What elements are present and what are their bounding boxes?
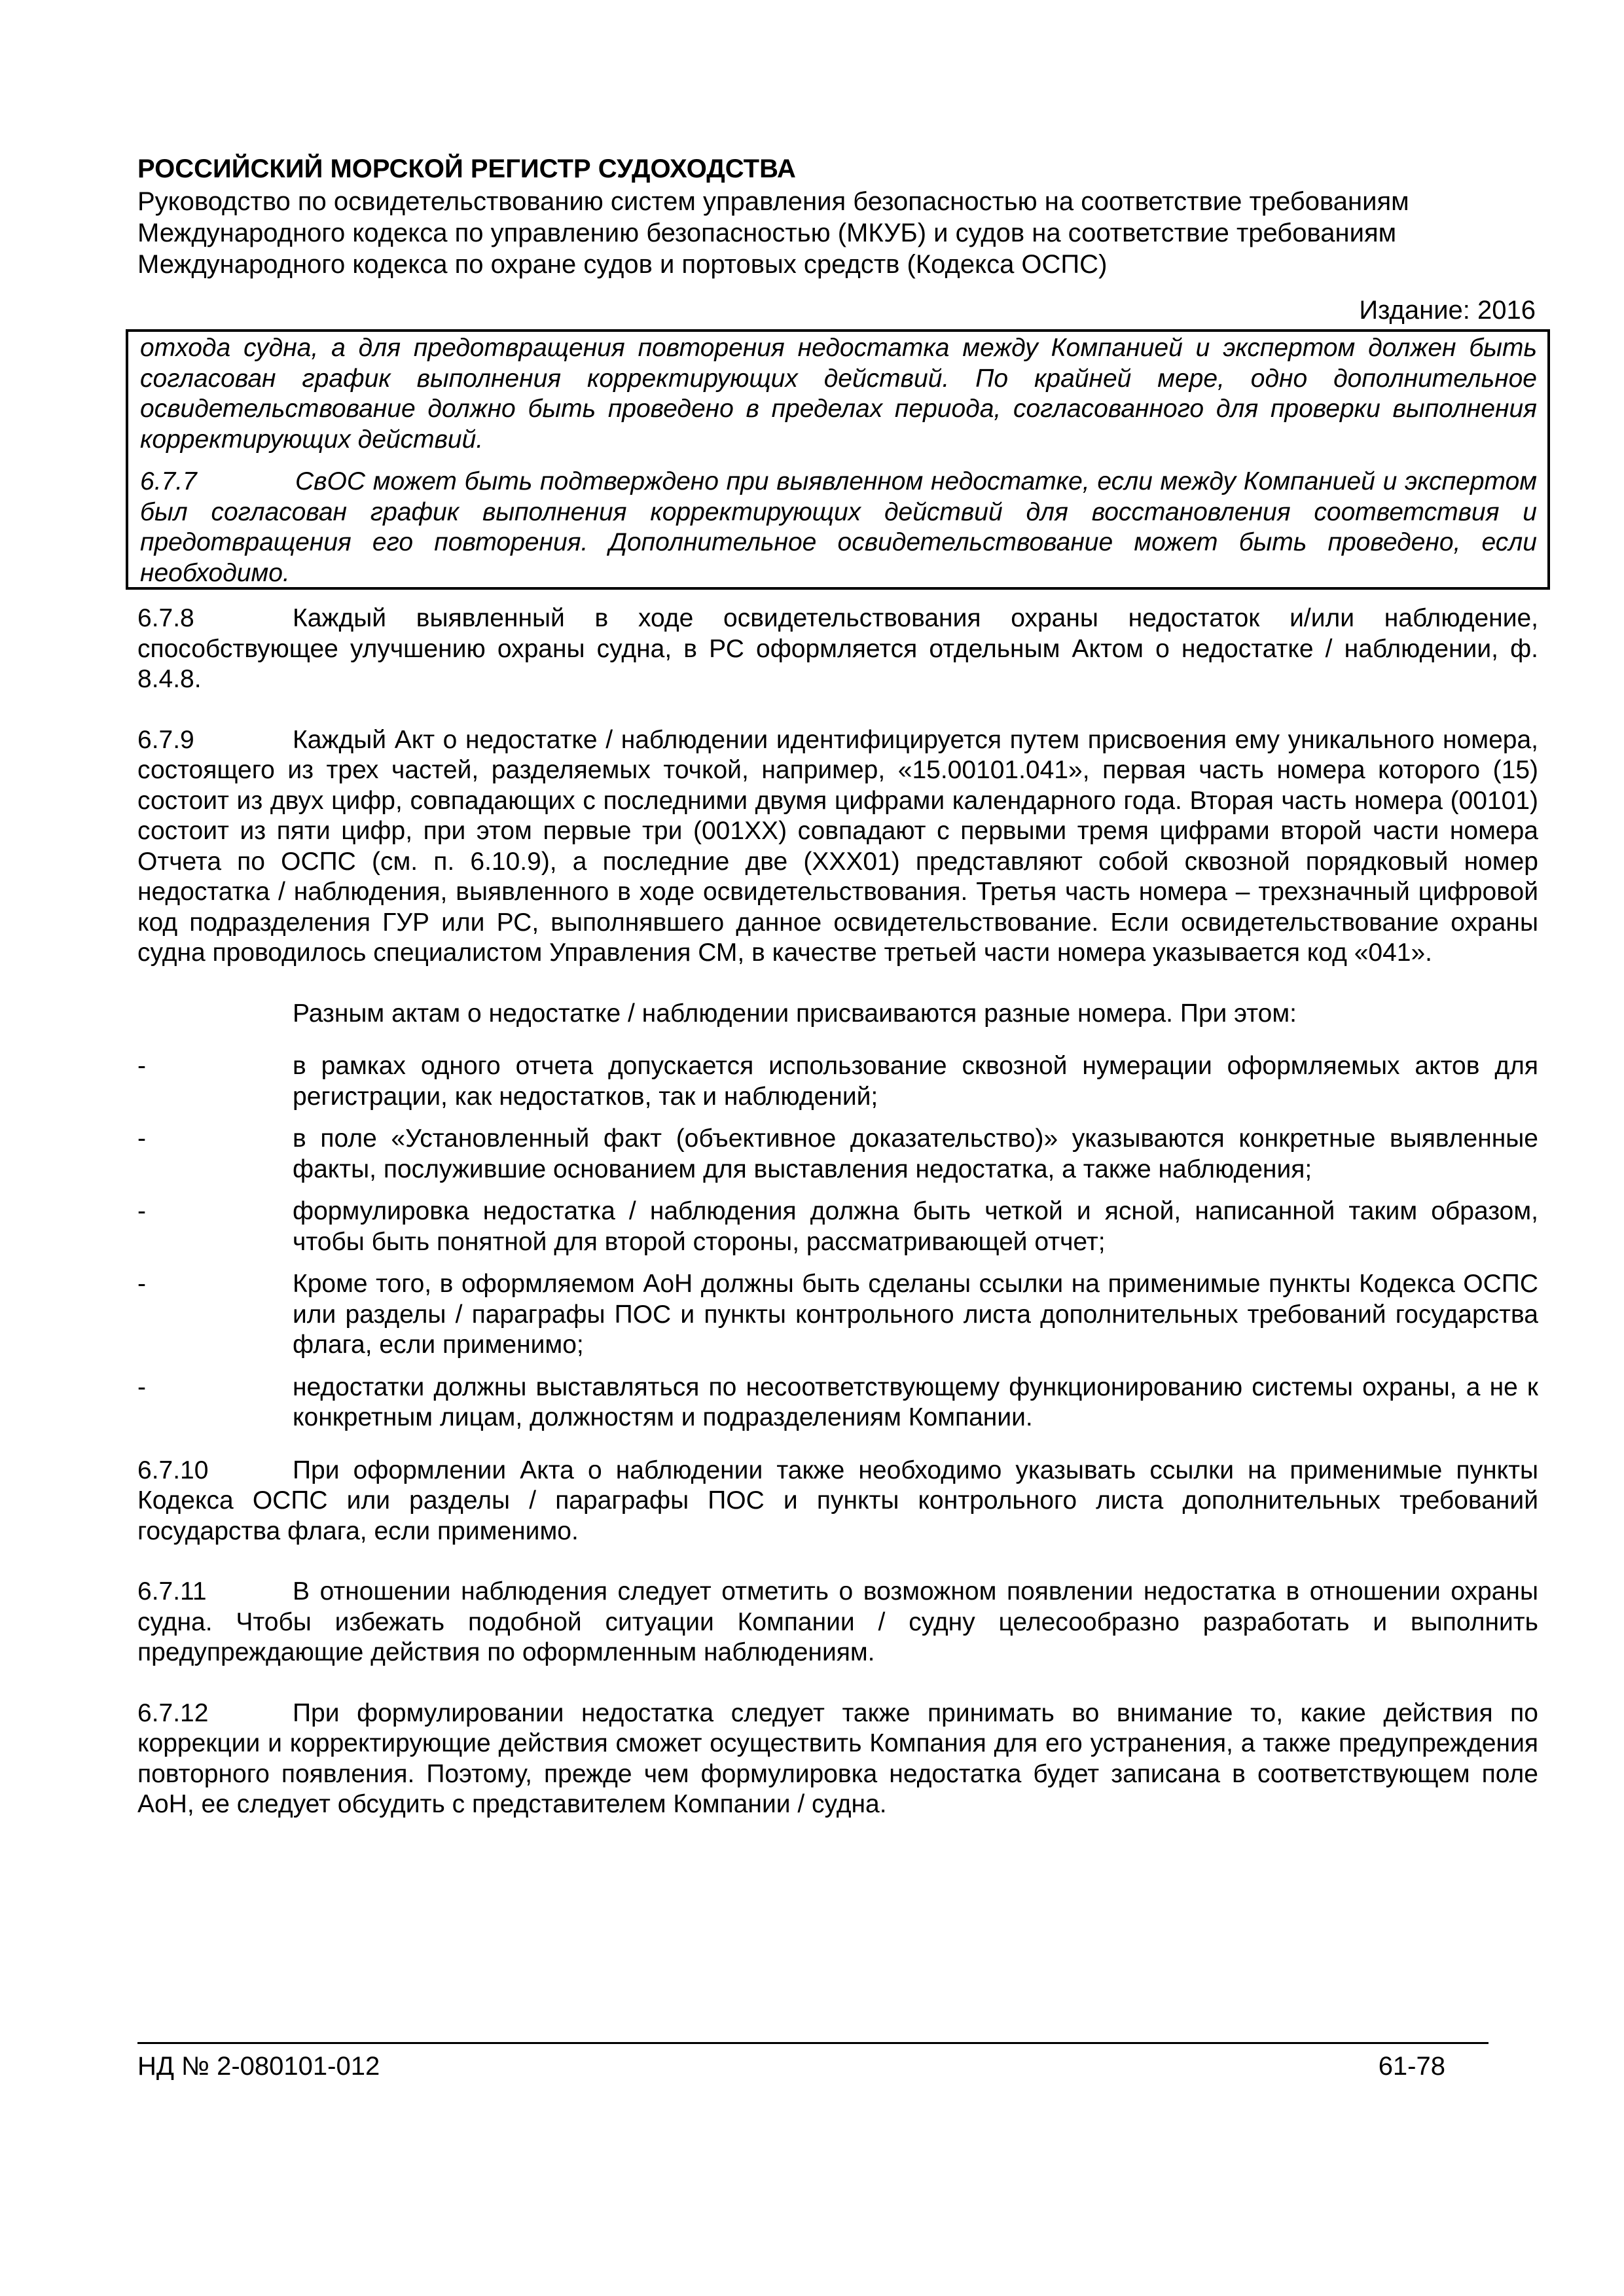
document-number: НД № 2-080101-012 bbox=[137, 2052, 380, 2081]
clause-text: При оформлении Акта о наблюдении также необходимо указывать ссылки на применимые пункты Кодекса ОСПС или разделы / параграфы ПОС и пункты контрольного листа дополнительных требований государства флага, если применимо. bbox=[137, 1456, 1538, 1545]
list-bullet: - bbox=[137, 1052, 146, 1080]
clause-number: 6.7.7 bbox=[140, 467, 197, 495]
clause-6-7-8 bbox=[137, 603, 1538, 695]
clause-number: 6.7.12 bbox=[137, 1698, 209, 1727]
clause-text: При формулировании недостатка следует также принимать во внимание то, какие действия по коррекции и корректирующие действия сможет осуществить Компания для его устранения, а также предупреждения повторного появления. Поэтому, прежде чем формулировка недостатка будет записана в соответствующем поле АоН, ее следует обсудить с представителем Компании / судна. bbox=[137, 1698, 1538, 1818]
list-item-text: в рамках одного отчета допускается использование сквозной нумерации оформляемых актов для регистрации, как недостатков, так и наблюдений; bbox=[293, 1052, 1538, 1111]
clause-6-7-12 bbox=[137, 1698, 1538, 1820]
list-item-text: недостатки должны выставляться по несоответствующему функционированию системы охраны, а не к конкретным лицам, должностям и подразделениям Компании. bbox=[293, 1372, 1538, 1431]
list-item bbox=[137, 1196, 1538, 1257]
list-bullet: - bbox=[137, 1372, 146, 1401]
page-header bbox=[137, 152, 1538, 280]
organization-title: РОССИЙСКИЙ МОРСКОЙ РЕГИСТР СУДОХОДСТВА bbox=[137, 154, 796, 183]
list-item bbox=[137, 1124, 1538, 1185]
clause-6-7-10 bbox=[137, 1456, 1538, 1547]
clause-6-7-7 bbox=[140, 467, 1537, 588]
list-bullet: - bbox=[137, 1197, 146, 1225]
clause-text: Каждый Акт о недостатке / наблюдении идентифицируется путем присвоения ему уникального номера, состоящего из трех частей, разделяемых точкой, например, «15.00101.041», первая часть номера которого (15) состоит из двух цифр, совпадающих с последними двумя цифрами календарного года. Вторая часть номера (00101) состоит из пяти цифр, при этом первые три (001ХХ) совпадают с первыми тремя цифрами второй части номера Отчета по ОСПС (см. п. 6.10.9), а последние две (ХХХ01) представляют собой сквозной порядковый номер недостатка / наблюдения, выявленного в ходе освидетельствования. Третья часть номера – трехзначный цифровой код подразделения ГУР или РС, выполнявшего данное освидетельствование. Если освидетельствование охраны судна проводилось специалистом Управления СМ, в качестве третьей части номера указывается код «041». bbox=[137, 725, 1538, 967]
list-item bbox=[137, 1372, 1538, 1433]
list-item-text: Кроме того, в оформляемом АоН должны быть сделаны ссылки на применимые пункты Кодекса ОСПС или разделы / параграфы ПОС и пункты контрольного листа дополнительных требований государства флага, если применимо; bbox=[293, 1270, 1538, 1359]
clause-text: СвОС может быть подтверждено при выявленном недостатке, если между Компанией и экспертом был согласован график выполнения корректирующих действий для восстановления соответствия и предотвращения его повторения. Дополнительное освидетельствование может быть проведено, если необходимо. bbox=[140, 467, 1537, 587]
list-item bbox=[137, 1051, 1538, 1112]
clause-number: 6.7.10 bbox=[137, 1456, 209, 1484]
list-item-text: формулировка недостатка / наблюдения должна быть четкой и ясной, написанной таким образом, чтобы быть понятной для второй стороны, рассматривающей отчет; bbox=[293, 1197, 1538, 1256]
clause-6-7-9 bbox=[137, 725, 1538, 969]
clause-number: 6.7.11 bbox=[137, 1577, 207, 1605]
list-bullet: - bbox=[137, 1124, 146, 1153]
page-number: 61-78 bbox=[1378, 2052, 1445, 2081]
footer-divider bbox=[137, 2042, 1489, 2044]
clause-number: 6.7.9 bbox=[137, 725, 194, 754]
document-title-line-1: Руководство по освидетельствованию систем управления безопасностью на соответствие требованиям bbox=[137, 187, 1409, 216]
document-title-line-3: Международного кодекса по охране судов и портовых средств (Кодекса ОСПС) bbox=[137, 250, 1108, 279]
list-item-text: в поле «Установленный факт (объективное доказательство)» указываются конкретные выявленные факты, послужившие основанием для выставления недостатка, а также наблюдения; bbox=[293, 1124, 1538, 1183]
clause-6-7-11 bbox=[137, 1577, 1538, 1668]
document-title-line-2: Международного кодекса по управлению безопасностью (МКУБ) и судов на соответствие требованиям bbox=[137, 219, 1397, 247]
list-bullet: - bbox=[137, 1270, 146, 1298]
list-intro: Разным актам о недостатке / наблюдении присваиваются разные номера. При этом: bbox=[293, 999, 1297, 1028]
list-item bbox=[137, 1269, 1538, 1361]
highlighted-amendment-box bbox=[126, 329, 1550, 590]
clause-number: 6.7.8 bbox=[137, 604, 194, 632]
edition-label: Издание: 2016 bbox=[1359, 296, 1536, 325]
clause-text: В отношении наблюдения следует отметить о возможном появлении недостатка в отношении охраны судна. Чтобы избежать подобной ситуации Компании / судну целесообразно разработать и выполнить предупреждающие действия по оформленным наблюдениям. bbox=[137, 1577, 1538, 1666]
clause-text: Каждый выявленный в ходе освидетельствования охраны недостаток и/или наблюдение, способствующее улучшению охраны судна, в РС оформляется отдельным Актом о недостатке / наблюдении, ф. 8.4.8. bbox=[137, 604, 1538, 693]
boxed-paragraph-continuation: отхода судна, а для предотвращения повторения недостатка между Компанией и экспертом должен быть согласован график выполнения корректирующих действий. По крайней мере, одно дополнительное освидетельствование должно быть проведено в пределах периода, согласованного для проверки выполнения корректирующих действий. bbox=[140, 334, 1537, 454]
document-body bbox=[137, 603, 1538, 1820]
